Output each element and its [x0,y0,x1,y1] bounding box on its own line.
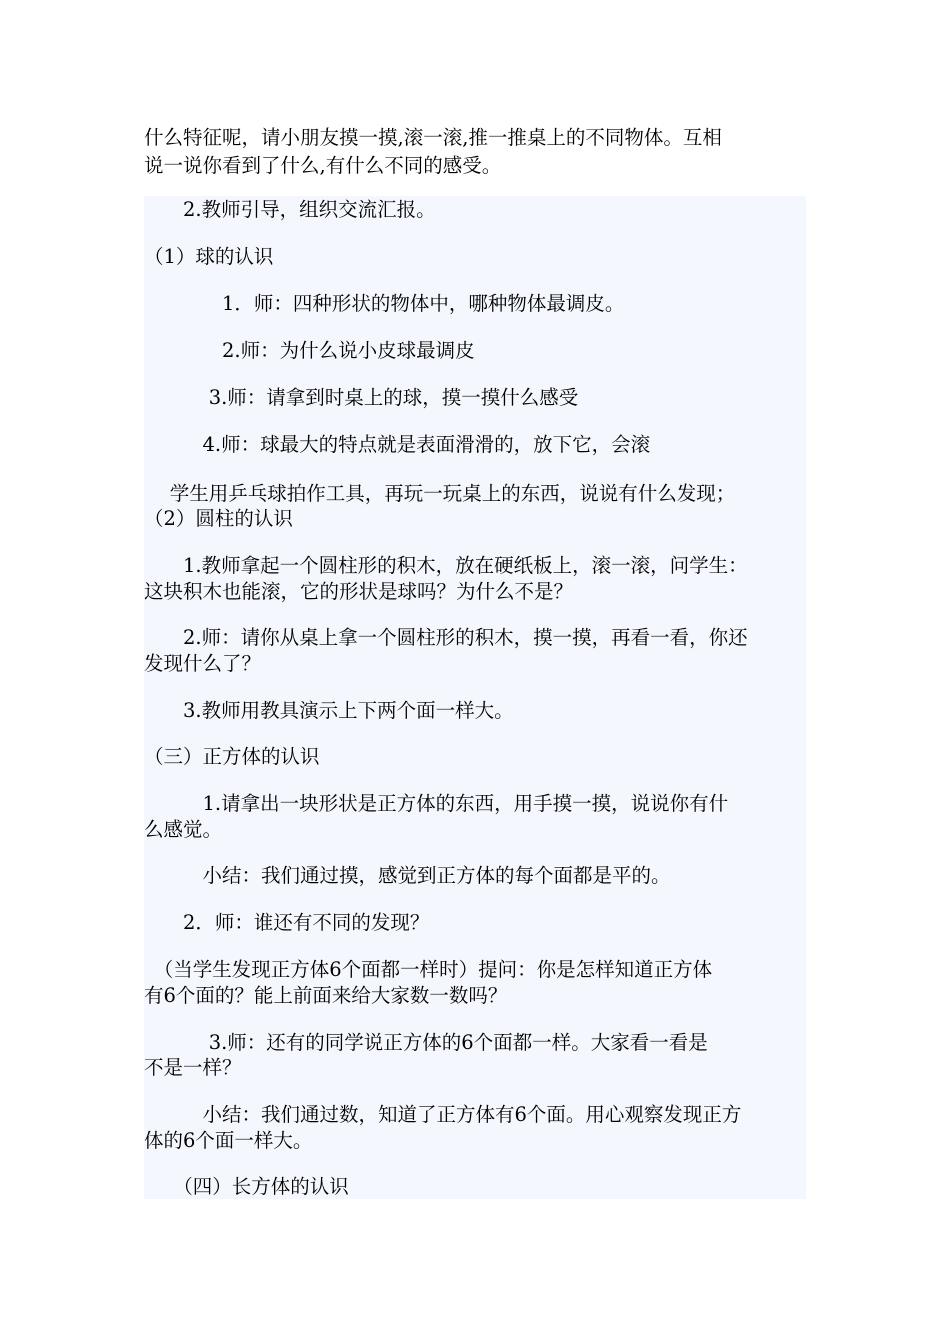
paragraph-line: 体的6个面一样大。 [144,1129,313,1152]
paragraph-line: 学生用乒乓球拍作工具，再玩一玩桌上的东西，说说有什么发现； [144,482,736,505]
paragraph-line: 3.师：还有的同学说正方体的6个面都一样。大家看一看是 [144,1031,708,1054]
paragraph-line: 不是一样？ [144,1056,242,1079]
section-heading: （三）正方体的认识 [144,745,320,768]
paragraph-line: 4.师：球最大的特点就是表面滑滑的，放下它，会滚 [144,433,651,456]
paragraph-line: 3.师：请拿到时桌上的球，摸一摸什么感受 [144,386,579,409]
section-heading: （四）长方体的认识 [144,1175,349,1198]
paragraph-line: 小结：我们通过数，知道了正方体有6个面。用心观察发现正方 [144,1103,742,1126]
paragraph-line: 2．师：谁还有不同的发现？ [144,911,430,934]
paragraph-line: 什么特征呢，请小朋友摸一摸,滚一滚,推一推桌上的不同物体。互相 [144,126,722,149]
paragraph-line: 说一说你看到了什么,有什么不同的感受。 [144,154,502,177]
paragraph-line: 这块积木也能滚，它的形状是球吗？为什么不是？ [144,580,574,603]
paragraph-line: 2.师：请你从桌上拿一个圆柱形的积木，摸一摸，再看一看，你还 [144,626,748,649]
paragraph-line: 发现什么了？ [144,652,262,675]
paragraph-line: 有6个面的？能上前面来给大家数一数吗？ [144,984,508,1007]
paragraph-line: 3.教师用教具演示上下两个面一样大。 [144,699,514,722]
paragraph-line: （当学生发现正方体6个面都一样时）提问：你是怎样知道正方体 [144,958,713,981]
paragraph-line: 1.请拿出一块形状是正方体的东西，用手摸一摸，说说你有什 [144,792,729,815]
paragraph-line: 么感觉。 [144,818,223,841]
section-heading: （2）圆柱的认识 [144,507,293,530]
paragraph-line: 1.教师拿起一个圆柱形的积木，放在硬纸板上，滚一滚，问学生： [144,554,748,577]
paragraph-line: 1．师：四种形状的物体中，哪种物体最调皮。 [144,292,625,315]
paragraph-line: 2.师：为什么说小皮球最调皮 [144,339,475,362]
section-heading: （1）球的认识 [144,245,274,268]
paragraph-line: 2.教师引导，组织交流汇报。 [144,198,436,221]
paragraph-line: 小结：我们通过摸，感觉到正方体的每个面都是平的。 [144,864,671,887]
